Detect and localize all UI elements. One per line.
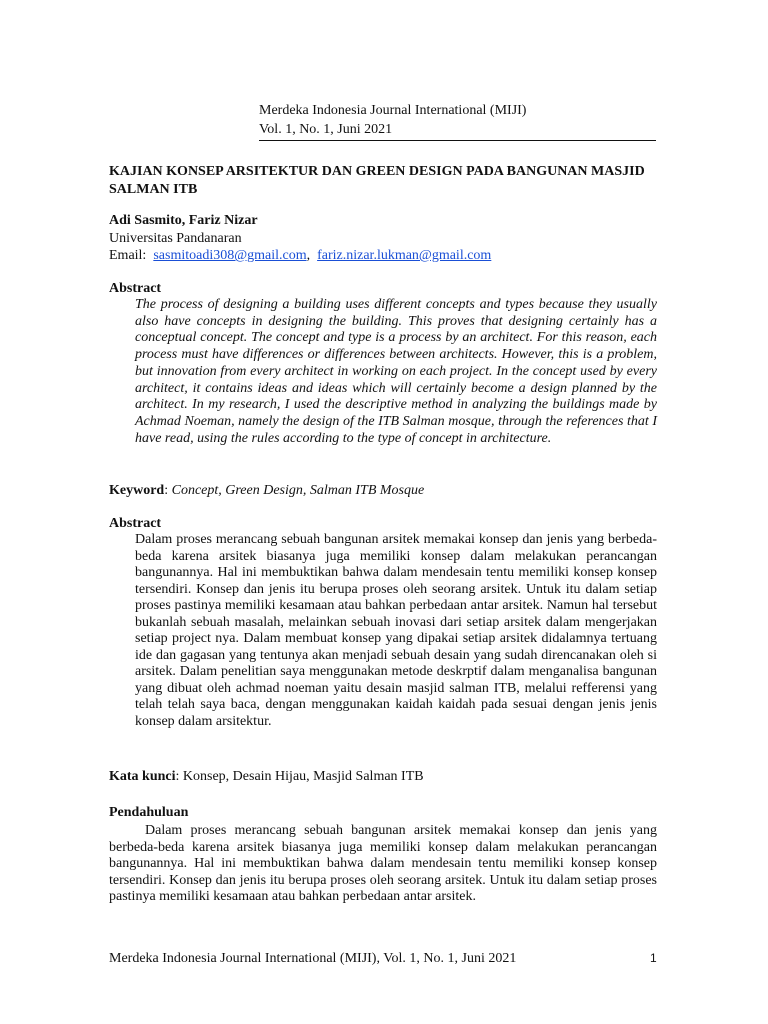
email-link-1[interactable]: sasmitoadi308@gmail.com [153, 248, 307, 263]
footer-citation: Merdeka Indonesia Journal International (MIJI), Vol. 1, No. 1, Juni 2021 [109, 951, 517, 966]
email-separator: , [306, 248, 311, 263]
keyword-separator: : [164, 483, 172, 498]
journal-issue: Vol. 1, No. 1, Juni 2021 [259, 122, 393, 137]
page-number: 1 [650, 951, 657, 965]
abstract-en-heading: Abstract [109, 281, 162, 296]
kata-kunci-separator: : [175, 769, 183, 784]
kata-kunci-values: Konsep, Desain Hijau, Masjid Salman ITB [182, 769, 424, 784]
kata-kunci-line [109, 768, 424, 786]
affiliation: Universitas Pandanaran [109, 231, 242, 246]
email-link-2[interactable]: fariz.nizar.lukman@gmail.com [317, 248, 492, 263]
header-rule [259, 140, 656, 141]
keyword-line [109, 482, 424, 500]
keyword-values: Concept, Green Design, Salman ITB Mosque [171, 483, 425, 498]
pendahuluan-heading: Pendahuluan [109, 805, 189, 820]
email-label: Email: [109, 248, 147, 263]
journal-name: Merdeka Indonesia Journal International (MIJI) [259, 103, 527, 118]
abstract-en-body: The process of designing a building uses different concepts and types because they usually also have concepts in designing the building. This proves that designing certainly has a conceptual concept. The concept and type is a process by an architect. For this reason, each process must have differences or differences between architects. However, this is a problem, but innovation from every architect in working on each project. In the concept used by every architect, it contains ideas and ideas which will certainly become a design planned by the architect. In my research, I used the descriptive method in analyzing the buildings made by Achmad Noeman, namely the design of the ITB Salman mosque, through the references that I have read, using the rules according to the type of concept in architecture. [135, 297, 657, 446]
email-line [109, 247, 491, 265]
abstract-id-body: Dalam proses merancang sebuah bangunan arsitek memakai konsep dan jenis yang berbeda-beda karena arsitek biasanya juga memiliki konsep dalam melakukan perancangan bangunannya. Hal ini membuktikan bahwa dalam mendesain tentu memiliki konsep konsep tersendiri. Konsep dan jenis itu berupa proses oleh seorang arsitek. Untuk itu dalam setiap proses pastinya memiliki kesamaan atau bahkan perbedaan antar arsitek. Namun hal tersebut bukanlah sebuah masalah, melainkan sebuah inovasi dari setiap arsitek dalam mengerjakan setiap project nya. Dalam membuat konsep yang dipakai setiap arsitek didalamnya tertuang ide dan gagasan yang tentunya akan menjadi sebuah desain yang sudah direncanakan oleh si arsitek. Dalam penelitian saya menggunakan metode deskrptif dalam menganalisa bangunan yang dibuat oleh achmad noeman yaitu desain masjid salman ITB, melalui refferensi yang telah telah saya baca, dengan menggunakan kaidah kaidah pada sesuai dengan jenis jenis konsep dalam arsitektur. [135, 532, 657, 729]
paper-title: KAJIAN KONSEP ARSITEKTUR DAN GREEN DESIGN PADA BANGUNAN MASJID SALMAN ITB [109, 164, 645, 197]
keyword-label: Keyword [109, 483, 165, 498]
abstract-id-heading: Abstract [109, 516, 162, 531]
kata-kunci-label: Kata kunci [109, 769, 176, 784]
authors: Adi Sasmito, Fariz Nizar [109, 213, 258, 228]
pendahuluan-body: Dalam proses merancang sebuah bangunan arsitek memakai konsep dan jenis yang berbeda-beda karena arsitek biasanya juga memiliki konsep dalam melakukan perancangan bangunannya. Hal ini membuktikan bahwa dalam mendesain tentu memiliki konsep konsep tersendiri. Konsep dan jenis itu berupa proses oleh seorang arsitek. Untuk itu dalam setiap proses pastinya memiliki kesamaan atau bahkan perbedaan antar arsitek. [109, 823, 657, 904]
